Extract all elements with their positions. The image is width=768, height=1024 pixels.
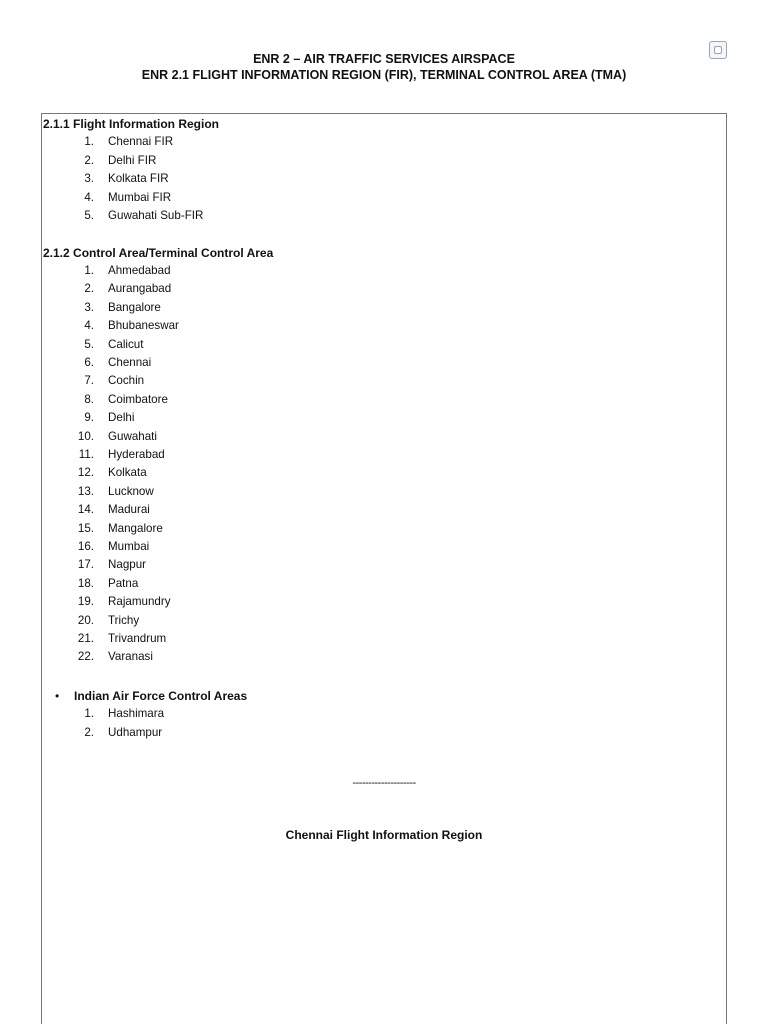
list-item-text: Cochin [108, 374, 145, 388]
list-item-text: Kolkata [108, 466, 147, 480]
list-item-number: 21. [77, 632, 94, 645]
list-item-text: Lucknow [108, 484, 154, 498]
list-item-number: 11. [78, 448, 94, 461]
bullet-icon: • [55, 689, 60, 703]
list-item-number: 5. [84, 209, 94, 222]
list-item-number: 20. [77, 613, 94, 627]
list-item-number: 1. [84, 264, 94, 277]
list-item-number: 8. [84, 392, 94, 406]
list-item-number: 16. [77, 540, 94, 553]
iaf-section-heading: Indian Air Force Control Areas [74, 689, 248, 703]
fir-section-heading: 2.1.1 Flight Information Region [43, 117, 220, 131]
list-item-number: 6. [84, 356, 94, 369]
list-item-text: Hyderabad [108, 448, 165, 461]
list-item-number: 7. [84, 374, 94, 388]
list-item-text: Trichy [108, 613, 140, 627]
list-item-text: Madurai [108, 503, 150, 517]
document-title: ENR 2 – AIR TRAFFIC SERVICES AIRSPACE [253, 52, 515, 66]
list-item-text: Mangalore [108, 521, 163, 535]
list-item-number: 2. [84, 725, 94, 739]
list-item-text: Guwahati Sub-FIR [108, 209, 204, 222]
section-separator: -------------------- [352, 777, 416, 789]
list-item-number: 9. [84, 411, 94, 425]
list-item-number: 4. [84, 319, 94, 333]
list-item-text: Nagpur [108, 558, 147, 572]
list-item-number: 1. [84, 135, 94, 148]
list-item-number: 13. [77, 484, 94, 498]
list-item-number: 10. [77, 429, 94, 443]
list-item-number: 3. [84, 300, 94, 314]
list-item-number: 2. [84, 282, 94, 296]
list-item-text: Guwahati [108, 429, 157, 443]
tma-section-heading: 2.1.2 Control Area/Terminal Control Area [43, 246, 274, 260]
list-item-text: Varanasi [108, 650, 153, 664]
list-item-text: Trivandrum [108, 632, 167, 645]
list-item-number: 12. [77, 466, 94, 480]
list-item-number: 22. [77, 650, 94, 664]
list-item-text: Patna [108, 576, 139, 590]
list-item-text: Chennai FIR [108, 135, 174, 148]
list-item-number: 14. [77, 503, 94, 517]
list-item-text: Coimbatore [108, 392, 168, 406]
list-item-text: Bhubaneswar [108, 319, 179, 333]
list-item-text: Mumbai [108, 540, 150, 553]
list-item-number: 1. [84, 707, 94, 720]
list-item-number: 18. [77, 576, 94, 590]
list-item-text: Bangalore [108, 300, 161, 314]
list-item-number: 17. [77, 558, 94, 572]
list-item-text: Delhi [108, 411, 135, 425]
list-item-text: Aurangabad [108, 282, 172, 296]
list-item-number: 15. [77, 521, 94, 535]
list-item-number: 5. [84, 337, 94, 351]
list-item-text: Delhi FIR [108, 153, 157, 167]
document-subtitle: ENR 2.1 FLIGHT INFORMATION REGION (FIR), TERMINAL CONTROL AREA (TMA) [141, 68, 627, 82]
list-item-number: 19. [77, 595, 94, 609]
list-item-text: Ahmedabad [108, 264, 171, 277]
list-item-text: Hashimara [108, 707, 165, 720]
list-item-text: Mumbai FIR [108, 190, 172, 204]
list-item-text: Kolkata FIR [108, 172, 169, 185]
list-item-number: 2. [84, 153, 94, 167]
list-item-text: Udhampur [108, 725, 163, 739]
list-item-number: 3. [84, 172, 94, 185]
list-item-text: Calicut [108, 337, 144, 351]
list-item-text: Chennai [108, 356, 152, 369]
list-item-text: Rajamundry [108, 595, 171, 609]
chennai-fir-subheading: Chennai Flight Information Region [285, 828, 483, 842]
list-item-number: 4. [84, 190, 94, 204]
